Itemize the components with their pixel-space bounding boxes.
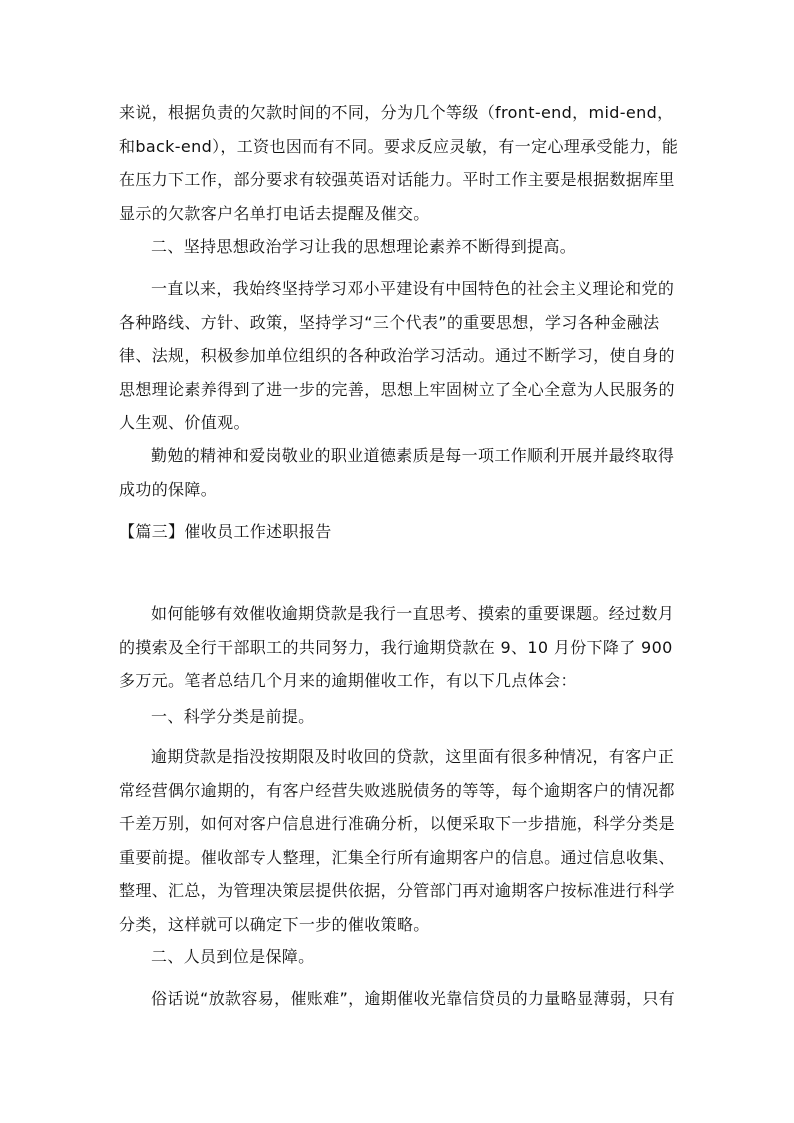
paragraph-personnel: 俗话说“放款容易，催账难”，逾期催收光靠信贷员的力量略显薄弱，只有 <box>151 989 676 1008</box>
paragraph-political-study: 一直以来，我始终坚持学习邓小平建设有中国特色的社会主义理论和党的各种路线、方针、政策，坚持学习“三个代表”的重要思想，学习各种金融法律、法规，积极参加单位组织的各种政治学习活动。通过不断学习，使自身的思想理论素养得到了进一步的完善，思想上牢固树立了全心全意为人民服务的人生观、价值观。 <box>119 279 675 433</box>
section-point-two-heading: 二、坚持思想政治学习让我的思想理论素养不断得到提高。 <box>151 237 577 256</box>
section-heading: 【篇三】催收员工作述职报告 <box>119 522 332 541</box>
paragraph-classification: 逾期贷款是指没按期限及时收回的贷款，这里面有很多种情况，有客户正常经营偶尔逾期的，有客户经营失败逃脱债务的等等，每个逾期客户的情况都千差万别，如何对客户信息进行准确分析，以便采取下一步措施，科学分类是重要前提。催收部专人整理，汇集全行所有逾期客户的信息。通过信息收集、整理、汇总，为管理决策层提供依据，分管部门再对逾期客户按标准进行科学分类，这样就可以确定下一步的催收策略。 <box>119 747 675 934</box>
paragraph-intro: 如何能够有效催收逾期贷款是我行一直思考、摸索的重要课题。经过数月的摸索及全行干部职工的共同努力，我行逾期贷款在 9、10 月份下降了 900 多万元。笔者总结几个月来的逾期催收工作，有以下几点体会： <box>119 604 675 691</box>
point-one-heading: 一、科学分类是前提。 <box>151 707 315 726</box>
paragraph-continued: 来说，根据负责的欠款时间的不同，分为几个等级（front-end，mid-end，和back-end），工资也因而有不同。要求反应灵敏，有一定心理承受能力，能在压力下工作，部分要求有较强英语对话能力。平时工作主要是根据数据库里显示的欠款客户名单打电话去提醒及催交。 <box>119 103 679 223</box>
paragraph-diligence: 勤勉的精神和爱岗敬业的职业道德素质是每一项工作顺利开展并最终取得成功的保障。 <box>119 446 675 499</box>
point-two-heading: 二、人员到位是保障。 <box>151 947 315 966</box>
